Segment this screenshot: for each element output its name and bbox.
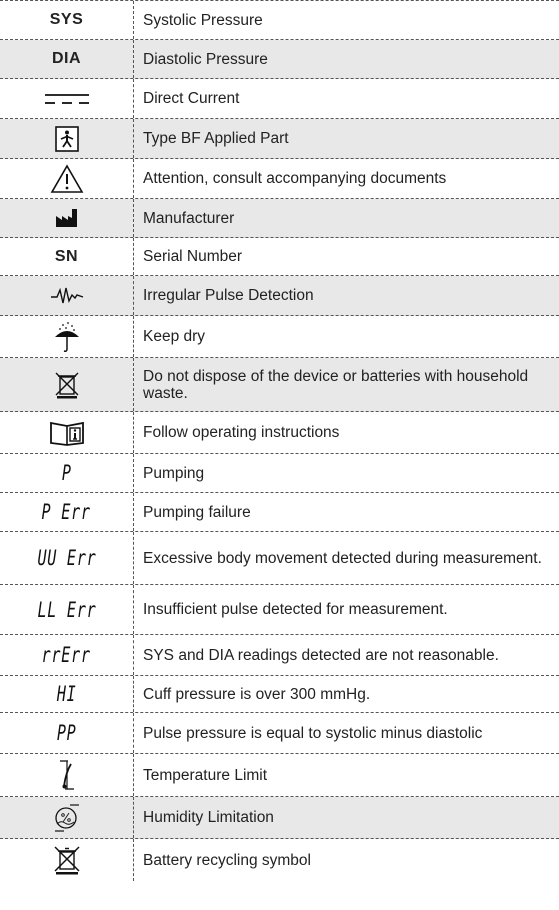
description-cell: Manufacturer <box>143 209 235 227</box>
symbol-cell <box>0 412 134 453</box>
direct-current-icon <box>43 92 91 106</box>
table-row <box>0 79 559 119</box>
body-movement-error-display-code: UU Err <box>37 546 96 570</box>
symbol-cell <box>0 839 134 881</box>
type-bf-applied-part-icon <box>55 126 79 152</box>
symbol-cell <box>0 276 134 315</box>
temperature-limit-icon <box>56 758 78 792</box>
symbol-cell <box>0 316 134 357</box>
table-row <box>0 40 559 79</box>
description-cell: Serial Number <box>143 248 243 265</box>
table-row <box>0 754 559 797</box>
table-row <box>0 454 559 493</box>
description-cell: Insufficient pulse detected for measurement. <box>143 601 448 618</box>
symbol-cell <box>0 754 134 796</box>
table-row <box>0 276 559 316</box>
description-cell: Humidity Limitation <box>143 809 274 826</box>
table-row <box>0 713 559 754</box>
description-cell: Direct Current <box>143 90 240 107</box>
pulse-pressure-display-code: PP <box>56 721 77 745</box>
table-row <box>0 635 559 676</box>
description-cell: Excessive body movement detected during measurement. <box>143 549 542 567</box>
table-row <box>0 676 559 713</box>
description-cell: Attention, consult accompanying documents <box>143 170 447 187</box>
unreasonable-readings-error-display-code: rrErr <box>41 643 92 667</box>
table-row <box>0 839 559 881</box>
description-cell: Diastolic Pressure <box>143 50 268 68</box>
description-cell: Follow operating instructions <box>143 424 340 441</box>
symbol-cell <box>0 635 134 675</box>
pumping-failure-display-code: P Err <box>41 500 92 524</box>
high-pressure-display-code: HI <box>56 682 77 706</box>
table-row <box>0 238 559 276</box>
description-cell: SYS and DIA readings detected are not reasonable. <box>143 646 499 664</box>
description-cell: Type BF Applied Part <box>143 130 289 147</box>
description-cell: Irregular Pulse Detection <box>143 287 314 304</box>
manufacturer-icon <box>55 208 79 228</box>
description-cell: Battery recycling symbol <box>143 851 311 869</box>
symbol-cell <box>0 454 134 492</box>
symbol-cell <box>0 79 134 118</box>
sn-symbol: SN <box>54 247 79 265</box>
description-cell: Systolic Pressure <box>143 11 263 29</box>
description-cell: Pumping failure <box>143 503 251 521</box>
table-row <box>0 119 559 159</box>
battery-recycling-icon <box>53 845 81 875</box>
symbol-cell <box>0 358 134 411</box>
symbol-cell <box>0 159 134 198</box>
humidity-limitation-icon <box>52 803 82 833</box>
description-cell: Keep dry <box>143 328 206 345</box>
crossed-bin-icon <box>54 371 80 399</box>
symbol-cell <box>0 1 134 39</box>
symbol-cell <box>0 238 134 275</box>
irregular-pulse-icon <box>50 286 84 306</box>
symbol-cell <box>0 713 134 753</box>
table-row <box>0 797 559 839</box>
description-cell: Temperature Limit <box>143 766 268 784</box>
warning-triangle-icon <box>50 164 84 194</box>
table-row <box>0 532 559 585</box>
symbol-cell <box>0 493 134 531</box>
pumping-display-code: P <box>61 461 72 485</box>
symbol-cell <box>0 199 134 237</box>
dia-symbol: DIA <box>51 50 82 67</box>
symbol-cell <box>0 532 134 584</box>
description-cell: Cuff pressure is over 300 mmHg. <box>143 685 371 703</box>
symbol-cell <box>0 676 134 712</box>
sys-symbol: SYS <box>49 11 84 28</box>
description-cell: Pulse pressure is equal to systolic minus diastolic <box>143 724 483 742</box>
table-row <box>0 199 559 238</box>
operating-instructions-icon <box>49 420 85 446</box>
symbol-cell <box>0 119 134 158</box>
description-cell: Pumping <box>143 464 205 482</box>
table-row <box>0 316 559 358</box>
table-row <box>0 1 559 40</box>
table-row <box>0 585 559 635</box>
insufficient-pulse-error-display-code: LL Err <box>37 597 96 622</box>
description-cell: Do not dispose of the device or batteries with household waste. <box>143 367 529 402</box>
table-row <box>0 358 559 412</box>
keep-dry-umbrella-icon <box>52 321 82 353</box>
symbol-cell <box>0 40 134 78</box>
table-row <box>0 412 559 454</box>
symbol-cell <box>0 585 134 634</box>
symbol-cell <box>0 797 134 838</box>
table-row <box>0 159 559 199</box>
table-row <box>0 493 559 532</box>
